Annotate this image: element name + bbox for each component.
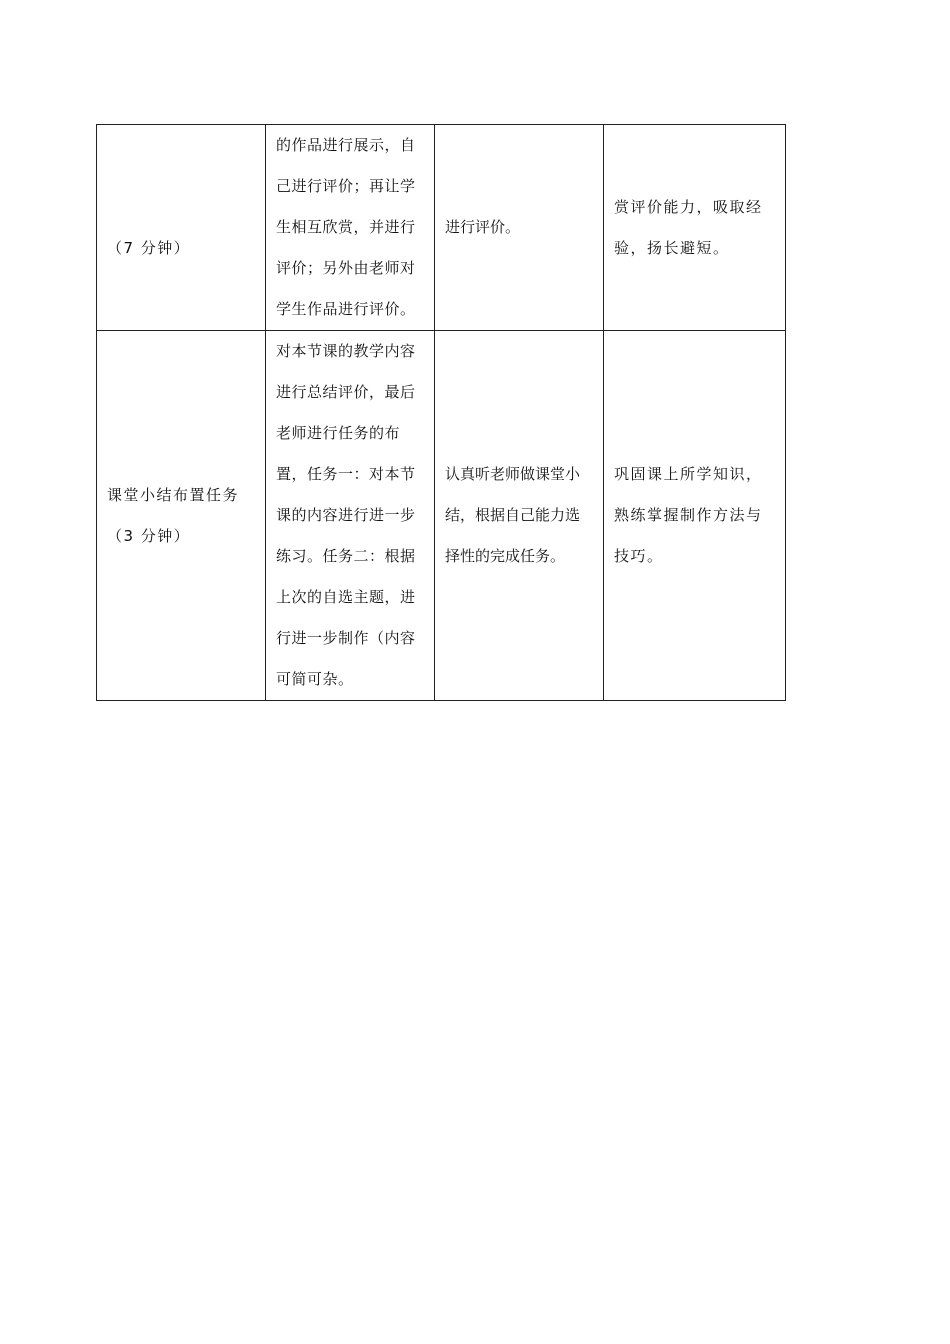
- teacher-activity-line: 可简可杂。: [276, 670, 354, 688]
- student-activity-line: 择性的完成任务。: [445, 547, 566, 565]
- design-intent-line: 熟练掌握制作方法与: [614, 506, 763, 524]
- design-intent-cell: [604, 331, 786, 701]
- design-intent-line: 巩固课上所学知识，: [614, 465, 763, 483]
- stage-text: 课堂小结布置任务: [107, 485, 240, 504]
- student-activity-line: 结，根据自己能力选: [445, 506, 581, 524]
- teacher-activity-line: 置，任务一：对本节: [276, 465, 416, 483]
- teacher-activity-line: 老师进行任务的布: [276, 424, 401, 442]
- table-row: [97, 331, 786, 701]
- design-intent-line: 验，扬长避短。: [614, 238, 730, 257]
- design-intent-cell: [604, 125, 786, 331]
- student-activity-line: 认真听老师做课堂小: [445, 465, 581, 483]
- teacher-activity-line: 评价；另外由老师对: [276, 259, 416, 277]
- teacher-activity-line: 练习。任务二：根据: [276, 547, 416, 565]
- teacher-activity-line: 己进行评价；再让学: [276, 177, 416, 195]
- stage-text: [107, 187, 259, 228]
- design-intent-line: 技巧。: [614, 547, 664, 565]
- stage-cell: [97, 125, 266, 331]
- teacher-activity-line: 对本节课的教学内容: [276, 342, 416, 360]
- stage-cell: [97, 331, 266, 701]
- teacher-activity-line: 学生作品进行评价。: [276, 300, 416, 318]
- student-activity-line: 进行评价。: [445, 218, 521, 236]
- table-row: [97, 125, 786, 331]
- student-activity-cell: [435, 125, 604, 331]
- stage-duration: （3 分钟）: [107, 526, 191, 545]
- lesson-plan-table: [96, 124, 786, 701]
- design-intent-line: 赏评价能力，吸取经: [614, 197, 763, 216]
- student-activity-cell: [435, 331, 604, 701]
- teacher-activity-line: 课的内容进行进一步: [276, 506, 416, 524]
- teacher-activity-line: 上次的自选主题，进: [276, 588, 416, 606]
- teacher-activity-cell: [266, 331, 435, 701]
- teacher-activity-line: 生相互欣赏，并进行: [276, 218, 416, 236]
- teacher-activity-cell: [266, 125, 435, 331]
- stage-duration: （7 分钟）: [107, 238, 191, 257]
- teacher-activity-line: 进行总结评价，最后: [276, 383, 416, 401]
- teacher-activity-line: 的作品进行展示，自: [276, 136, 416, 154]
- teacher-activity-line: 行进一步制作（内容: [276, 629, 416, 647]
